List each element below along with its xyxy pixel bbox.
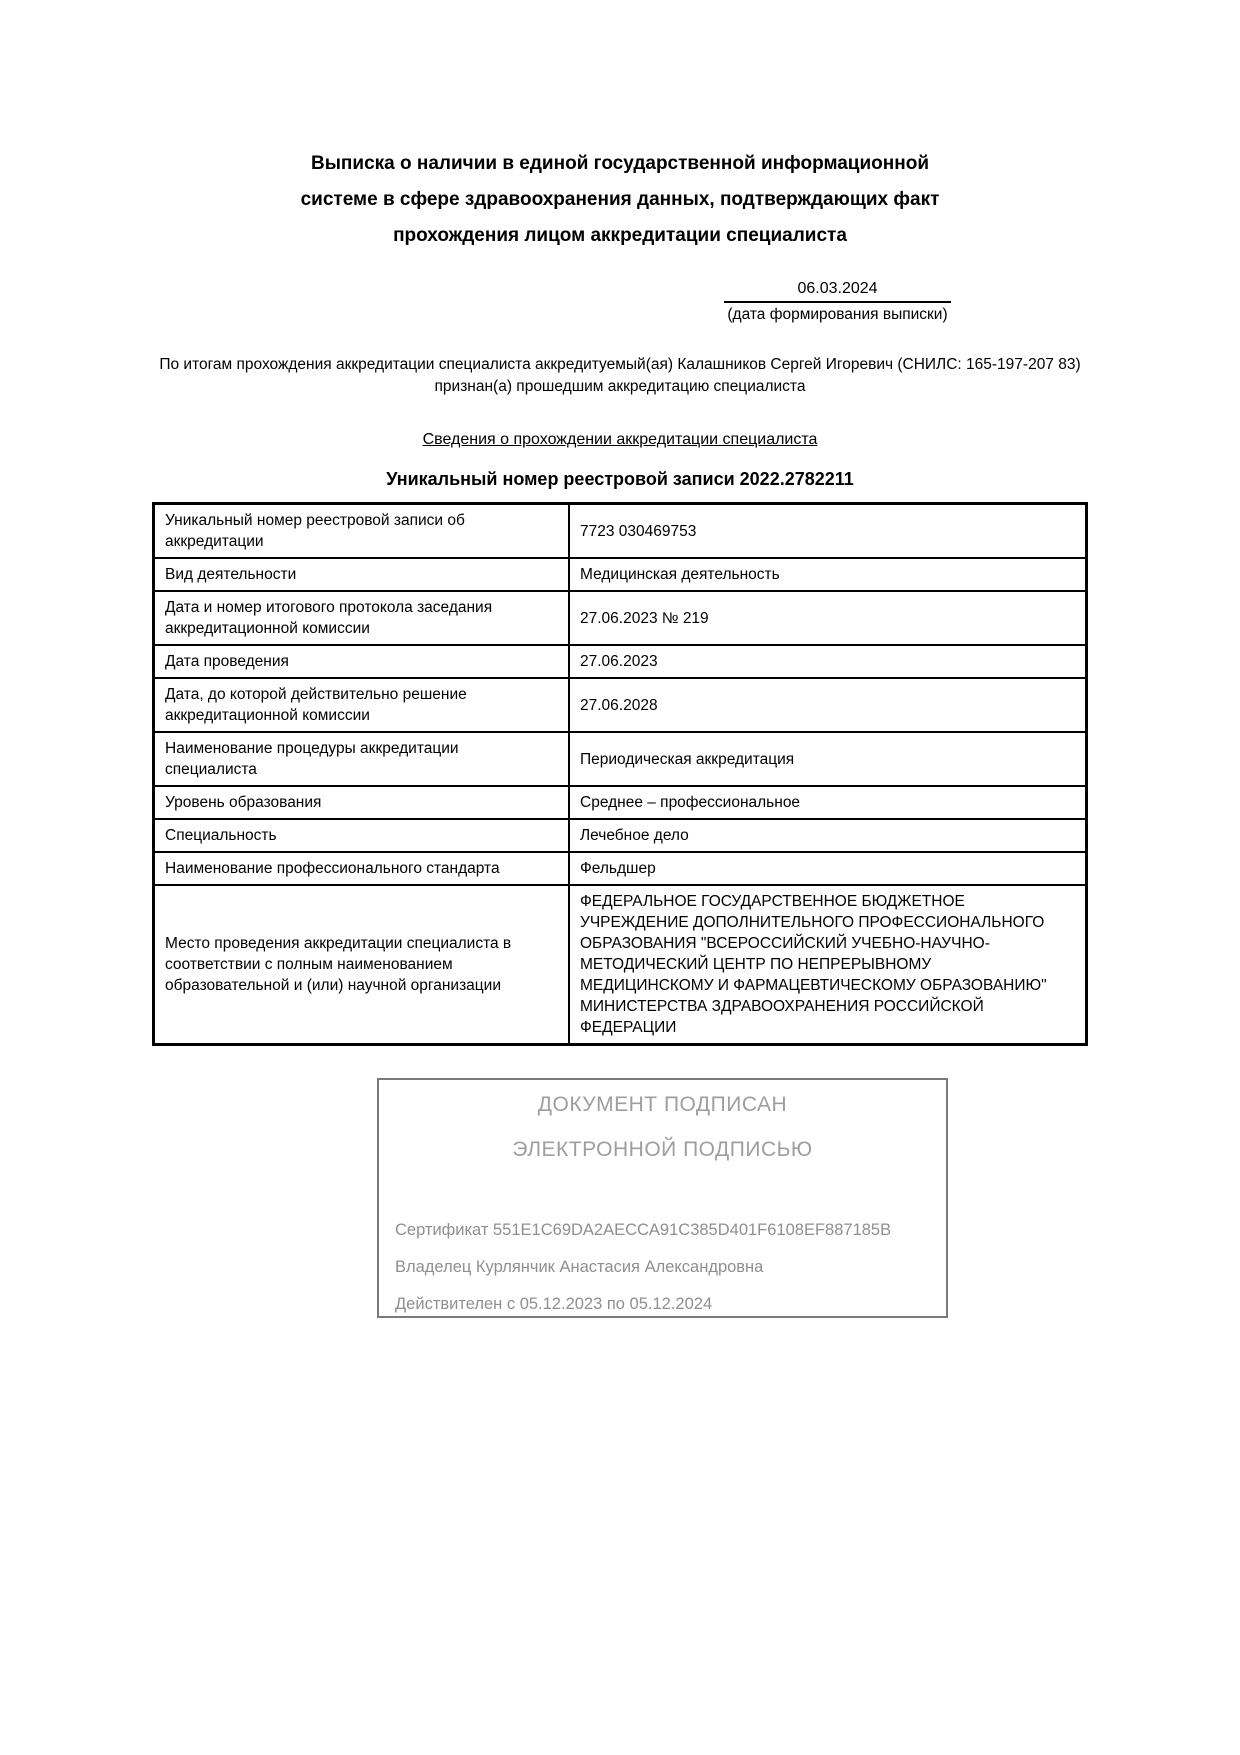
row-value: ФЕДЕРАЛЬНОЕ ГОСУДАРСТВЕННОЕ БЮДЖЕТНОЕ УЧРЕЖДЕНИЕ ДОПОЛНИТЕЛЬНОГО ПРОФЕССИОНАЛЬНОГО ОБРАЗОВАНИЯ "ВСЕРОССИЙСКИЙ УЧЕБНО-НАУЧНО-МЕТОДИЧЕСКИЙ ЦЕНТР ПО НЕПРЕРЫВНОМУ МЕДИЦИНСКОМУ И ФАРМАЦЕВТИЧЕСКОМУ ОБРАЗОВАНИЮ" МИНИСТЕРСТВА ЗДРАВООХРАНЕНИЯ РОССИЙСКОЙ ФЕДЕРАЦИИ	[569, 885, 1087, 1045]
row-label: Наименование профессионального стандарта	[154, 852, 570, 885]
row-label: Уникальный номер реестровой записи об аккредитации	[154, 504, 570, 559]
accreditation-table	[152, 502, 1088, 1046]
signature-title-line2: ЭЛЕКТРОННОЙ ПОДПИСЬЮ	[512, 1138, 813, 1161]
table-row	[154, 678, 1087, 732]
section-heading: Сведения о прохождении аккредитации специалиста	[422, 431, 818, 448]
document-title-line: прохождения лицом аккредитации специалиста	[393, 225, 847, 246]
row-label: Специальность	[154, 819, 570, 852]
table-row	[154, 819, 1087, 852]
document-title-line: Выписка о наличии в единой государственной информационной	[310, 153, 930, 174]
row-label: Дата, до которой действительно решение аккредитационной комиссии	[154, 678, 570, 732]
table-row	[154, 645, 1087, 678]
document-title-line: системе в сфере здравоохранения данных, подтверждающих факт	[300, 189, 940, 210]
row-value: 27.06.2023	[569, 645, 1087, 678]
row-value: Среднее – профессиональное	[569, 786, 1087, 819]
signature-title-line1: ДОКУМЕНТ ПОДПИСАН	[537, 1093, 788, 1116]
table-row	[154, 591, 1087, 645]
document-title	[300, 0, 940, 254]
table-row	[154, 732, 1087, 786]
extract-date: 06.03.2024	[724, 280, 951, 303]
intro-line: признан(а) прошедшим аккредитацию специалиста	[434, 378, 806, 395]
row-value: Медицинская деятельность	[569, 558, 1087, 591]
row-label: Уровень образования	[154, 786, 570, 819]
signature-validity: Действителен с 05.12.2023 по 05.12.2024	[395, 1295, 713, 1313]
extract-date-caption: (дата формирования выписки)	[727, 306, 948, 323]
signature-owner: Владелец Курлянчик Анастасия Александровна	[395, 1258, 764, 1276]
row-value: 27.06.2023 № 219	[569, 591, 1087, 645]
table-row	[154, 786, 1087, 819]
row-label: Наименование процедуры аккредитации специалиста	[154, 732, 570, 786]
intro-line: По итогам прохождения аккредитации специалиста аккредитуемый(ая) Калашников Сергей Игоревич (СНИЛС: 165-197-207 83)	[159, 356, 1081, 373]
row-label: Дата проведения	[154, 645, 570, 678]
row-value: Фельдшер	[569, 852, 1087, 885]
row-value: Лечебное дело	[569, 819, 1087, 852]
table-row	[154, 852, 1087, 885]
table-row	[154, 885, 1087, 1045]
electronic-signature-stamp	[377, 1078, 948, 1318]
registry-number-line: Уникальный номер реестровой записи 2022.2782211	[386, 469, 854, 489]
row-label: Место проведения аккредитации специалиста в соответствии с полным наименованием образовательной и (или) научной организации	[154, 885, 570, 1045]
row-label: Дата и номер итогового протокола заседания аккредитационной комиссии	[154, 591, 570, 645]
table-row	[154, 558, 1087, 591]
signature-certificate: Сертификат 551E1C69DA2AECCA91C385D401F6108EF887185B	[395, 1221, 892, 1239]
extract-date-block	[724, 280, 951, 324]
row-label: Вид деятельности	[154, 558, 570, 591]
row-value: Периодическая аккредитация	[569, 732, 1087, 786]
intro-paragraph	[130, 354, 1110, 398]
table-row	[154, 504, 1087, 559]
row-value: 7723 030469753	[569, 504, 1087, 559]
row-value: 27.06.2028	[569, 678, 1087, 732]
